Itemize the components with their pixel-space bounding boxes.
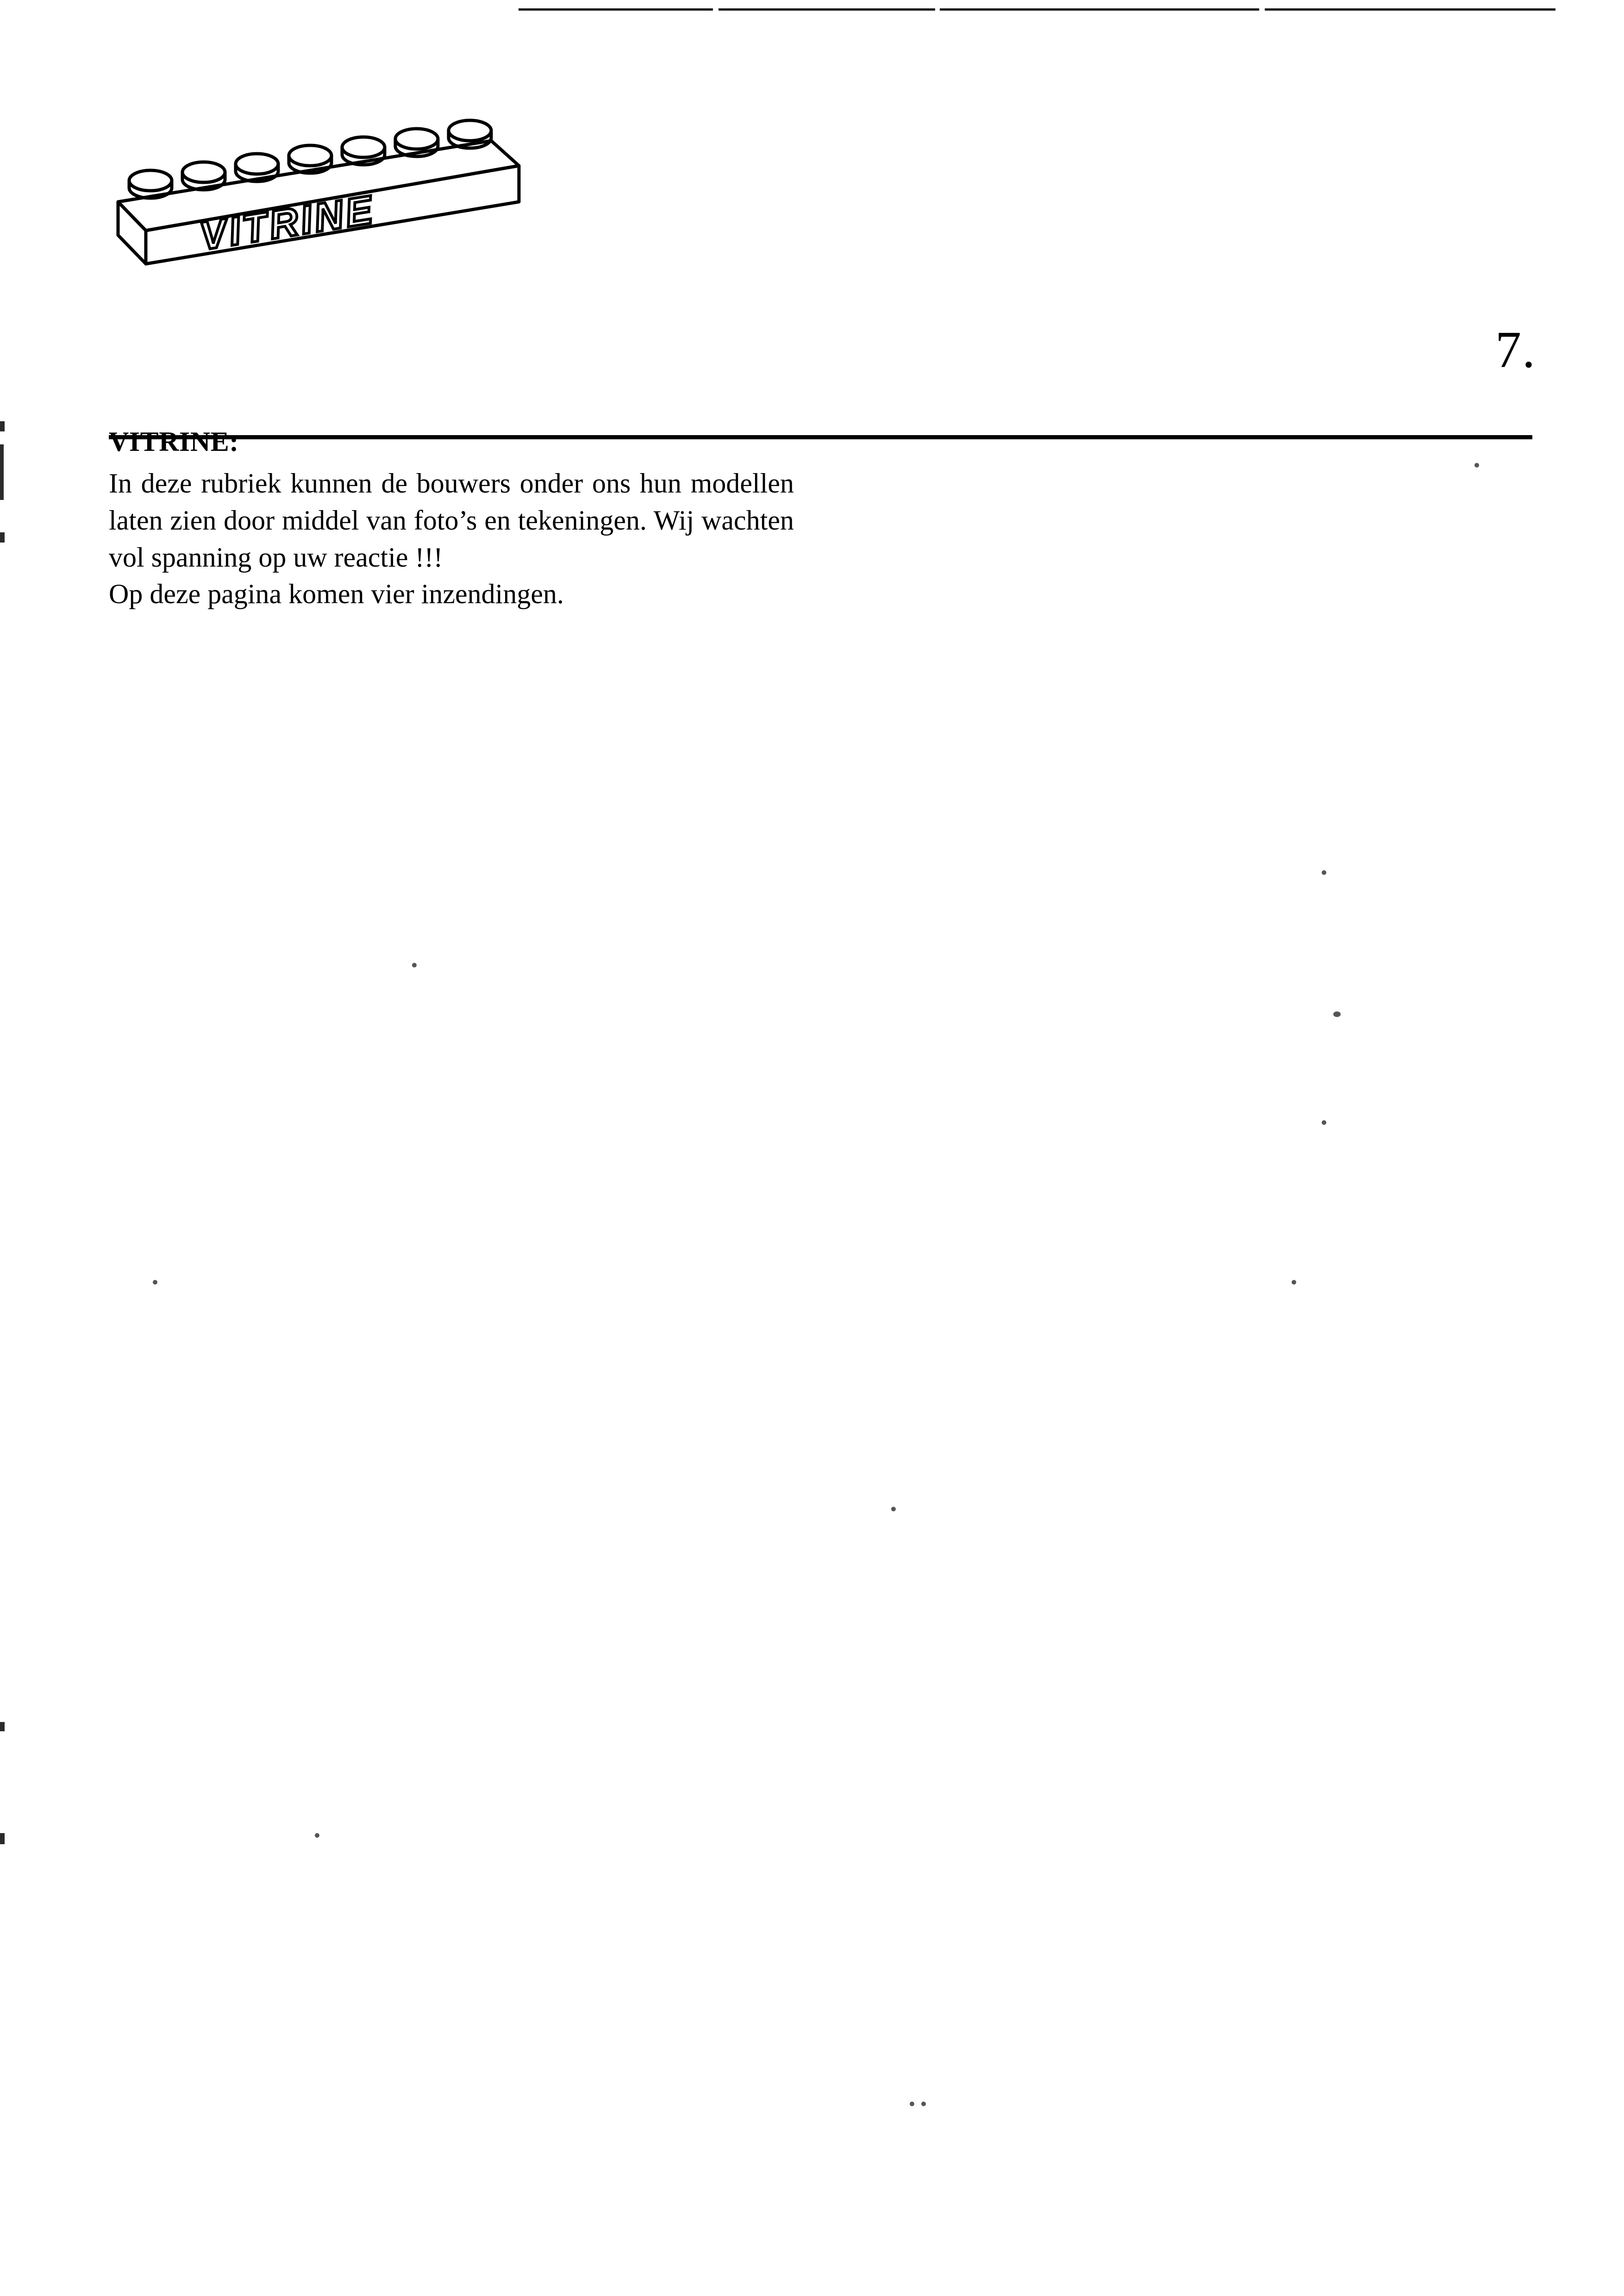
page-top-crop-line <box>518 8 1555 11</box>
scan-speck-6 <box>153 1280 157 1285</box>
brick-logo-text: VITRINE <box>196 187 378 259</box>
section-paragraph: In deze rubriek kunnen de bouwers onder ons hun modellen laten zien door middel van foto’s en tekeningen. Wij wachten vol spanning op uw reactie !!! <box>109 468 794 573</box>
scan-speck-11 <box>921 2102 926 2106</box>
edge-mark-left-4 <box>0 1722 5 1731</box>
scan-speck-5 <box>1322 1120 1326 1125</box>
edge-mark-left-3 <box>0 532 5 543</box>
scan-speck-3 <box>412 963 417 967</box>
page-header <box>0 97 1624 379</box>
scan-speck-2 <box>1322 870 1326 875</box>
scan-speck-4 <box>1333 1011 1341 1017</box>
lego-brick-1x8-icon <box>100 111 678 306</box>
section-title: VITRINE: <box>109 426 239 457</box>
edge-mark-left-1 <box>0 421 5 431</box>
scan-speck-9 <box>891 1507 896 1511</box>
edge-mark-left-5 <box>0 1833 5 1844</box>
article-text-column <box>109 426 794 613</box>
edge-mark-left-2 <box>0 444 4 500</box>
scan-speck-1 <box>1474 463 1479 468</box>
scan-speck-7 <box>1292 1280 1296 1285</box>
scan-speck-10 <box>910 2102 914 2106</box>
scan-speck-8 <box>315 1833 319 1838</box>
section-closing-line: Op deze pagina komen vier inzendingen. <box>109 579 564 610</box>
page-number: 7. <box>1495 321 1536 379</box>
